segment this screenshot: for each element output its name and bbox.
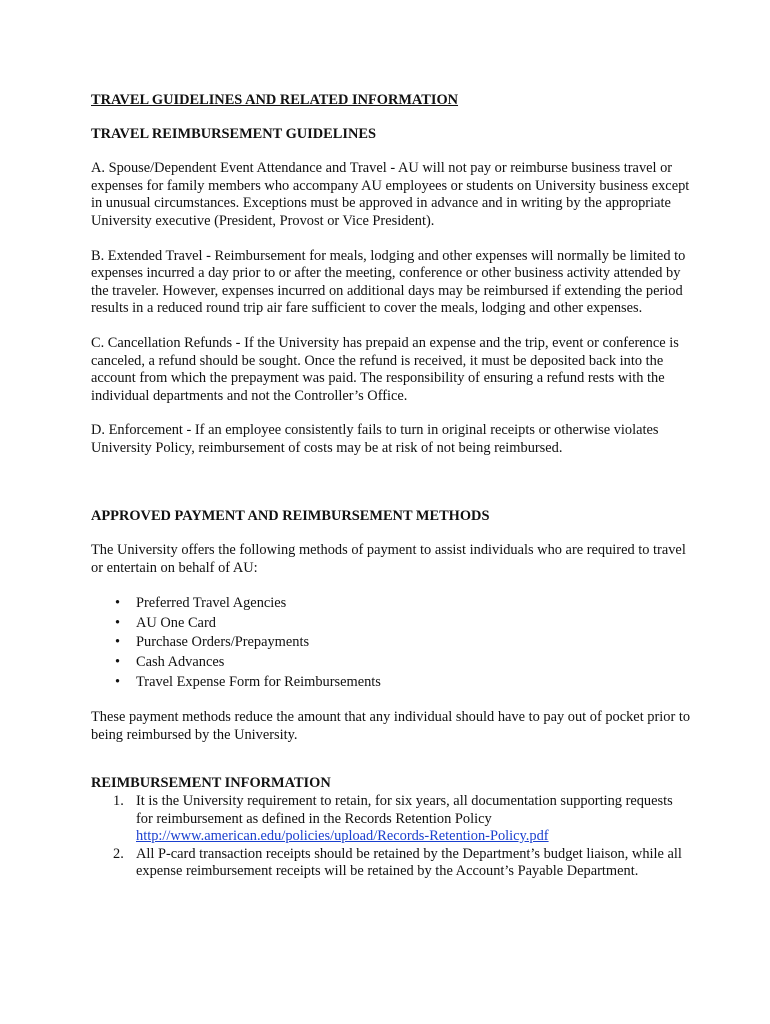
list-item	[91, 614, 691, 634]
document-page	[91, 92, 691, 881]
list-item	[91, 633, 691, 653]
list-item	[91, 594, 691, 614]
guideline-a: A. Spouse/Dependent Event Attendance and Travel - AU will not pay or reimburse business travel or expenses for family members who accompany AU employees or students on University business except in unusual circumstances. Exceptions must be approved in advance and in writing by the appropriate University executive (President, Provost or Vice President).	[91, 160, 690, 229]
records-retention-policy-link[interactable]: http://www.american.edu/policies/upload/Records-Retention-Policy.pdf	[136, 828, 549, 845]
list-number: 1.	[113, 793, 124, 810]
payment-methods-list	[91, 594, 691, 692]
guideline-d: D. Enforcement - If an employee consistently fails to turn in original receipts or otherwise violates University Policy, reimbursement of costs may be at risk of not being reimbursed.	[91, 422, 659, 456]
list-item	[91, 793, 691, 846]
list-item-label: Travel Expense Form for Reimbursements	[136, 673, 381, 690]
reimbursement-list	[91, 793, 691, 881]
list-item-label: Purchase Orders/Prepayments	[136, 634, 310, 651]
section-heading-reimbursement-guidelines: TRAVEL REIMBURSEMENT GUIDELINES	[91, 125, 376, 142]
bullet-icon: •	[115, 673, 121, 690]
methods-outro: These payment methods reduce the amount that any individual should have to pay out of pocket prior to being reimbursed by the University.	[91, 709, 691, 743]
guideline-b: B. Extended Travel - Reimbursement for meals, lodging and other expenses will normally be limited to expenses incurred a day prior to or after the meeting, conference or other business activity attended by the traveler. However, expenses incurred on additional days may be reimbursed if extending the period results in a reduced round trip air fare sufficient to cover the meals, lodging and other expenses.	[91, 247, 686, 317]
list-item-label: AU One Card	[136, 614, 216, 631]
bullet-icon: •	[115, 614, 121, 631]
section-heading-reimbursement-information: REIMBURSEMENT INFORMATION	[91, 775, 331, 792]
section-heading-payment-methods: APPROVED PAYMENT AND REIMBURSEMENT METHODS	[91, 507, 490, 524]
bullet-icon: •	[115, 595, 121, 612]
bullet-icon: •	[115, 634, 121, 651]
list-item-text: It is the University requirement to retain, for six years, all documentation supporting requests for reimbursement as defined in the Records Retention Policy	[136, 793, 673, 827]
list-item	[91, 673, 691, 693]
methods-intro: The University offers the following methods of payment to assist individuals who are required to travel or entertain on behalf of AU:	[91, 542, 686, 576]
list-number: 2.	[113, 845, 124, 862]
list-item	[91, 653, 691, 673]
list-item	[91, 846, 691, 881]
document-title: TRAVEL GUIDELINES AND RELATED INFORMATION	[91, 92, 459, 108]
bullet-icon: •	[115, 654, 121, 671]
list-item-label: Cash Advances	[136, 654, 225, 671]
list-item-text: All P-card transaction receipts should be retained by the Department’s budget liaison, while all expense reimbursement receipts will be retained by the Account’s Payable Department.	[136, 845, 682, 880]
guideline-c: C. Cancellation Refunds - If the University has prepaid an expense and the trip, event or conference is canceled, a refund should be sought. Once the refund is received, it must be deposited back into the account from which the prepayment was paid. The responsibility of ensuring a refund rests with the individual departments and not the Controller’s Office.	[91, 334, 679, 404]
list-item-label: Preferred Travel Agencies	[136, 595, 287, 612]
